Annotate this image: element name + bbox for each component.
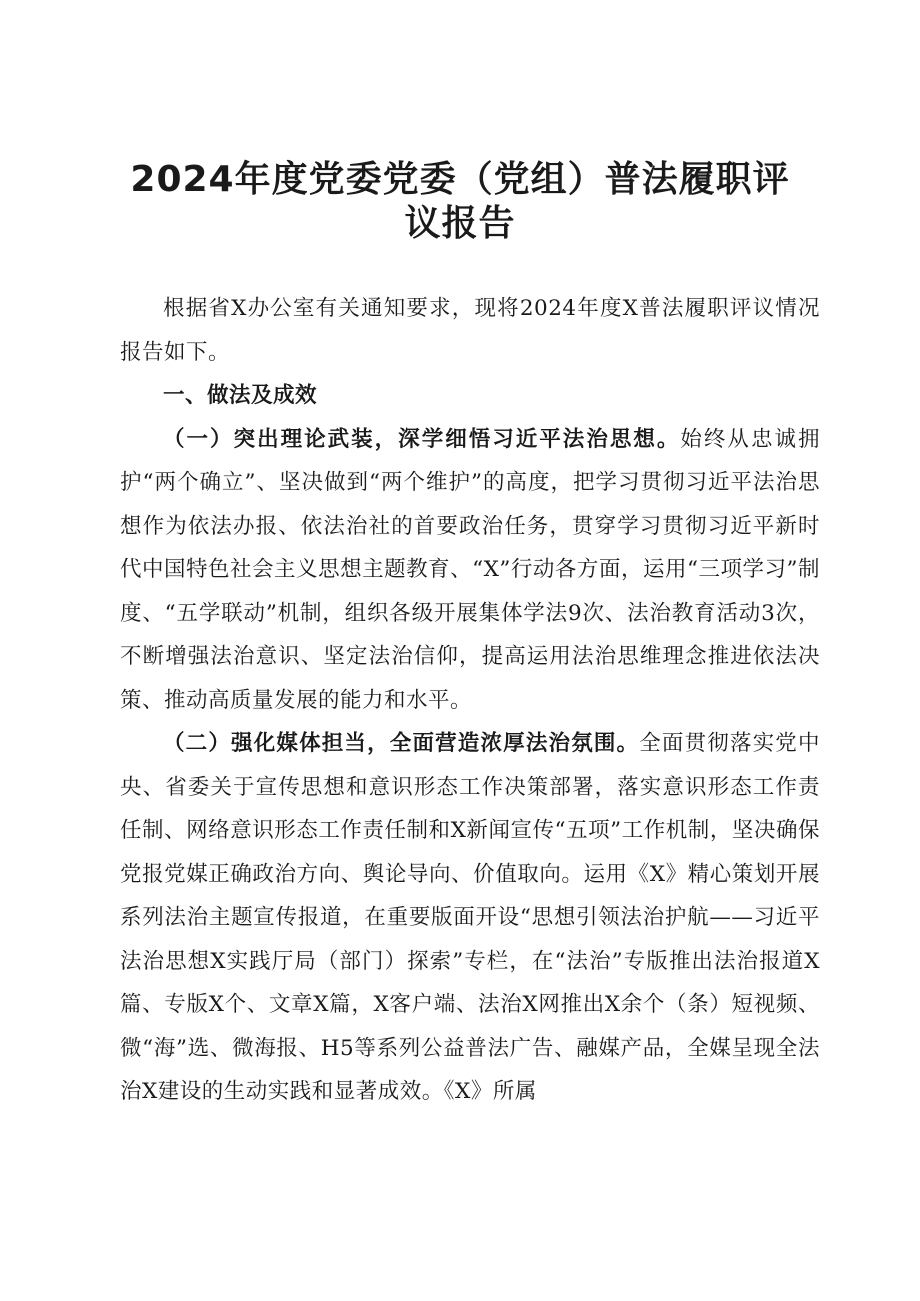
paragraph-theory-body: 始终从忠诚拥护“两个确立”、坚决做到“两个维护”的高度，把学习贯彻习近平法治思想作为依法办报、依法治社的首要政治任务，贯穿学习贯彻习近平新时代中国特色社会主义思想主题教育、“X”行动各方面，运用“三项学习”制度、“五学联动”机制，组织各级开展集体学法9次、法治教育活动3次，不断增强法治意识、坚定法治信仰，提高运用法治思维理念推进依法决策、推动高质量发展的能力和水平。 [120,426,820,713]
section-heading: 一、做法及成效 [163,383,318,408]
document-body [120,287,820,1114]
paragraph-theory-lead: （一）突出理论武装，深学细悟习近平法治思想。 [163,426,681,452]
document-title: 2024年度党委党委（党组）普法履职评议报告 [130,159,790,244]
intro-paragraph: 根据省X办公室有关通知要求，现将2024年度X普法履职评议情况报告如下。 [120,296,820,365]
paragraph-media-lead: （二）强化媒体担当，全面营造浓厚法治氛围。 [163,731,640,756]
paragraph-media [120,722,820,1114]
paragraph-theory [120,418,820,723]
paragraph-media-body: 全面贯彻落实党中央、省委关于宣传思想和意识形态工作决策部署，落实意识形态工作责任制、网络意识形态工作责任制和X新闻宣传“五项”工作机制，坚决确保党报党媒正确政治方向、舆论导向、价值取向。运用《X》精心策划开展系列法治主题宣传报道，在重要版面开设“思想引领法治护航——习近平法治思想X实践厅局（部门）探索”专栏，在“法治”专版推出法治报道X篇、专版X个、文章X篇，X客户端、法治X网推出X余个（条）短视频、微“海”选、微海报、H5等系列公益普法广告、融媒产品，全媒呈现全法治X建设的生动实践和显著成效。《X》所属 [120,731,820,1104]
